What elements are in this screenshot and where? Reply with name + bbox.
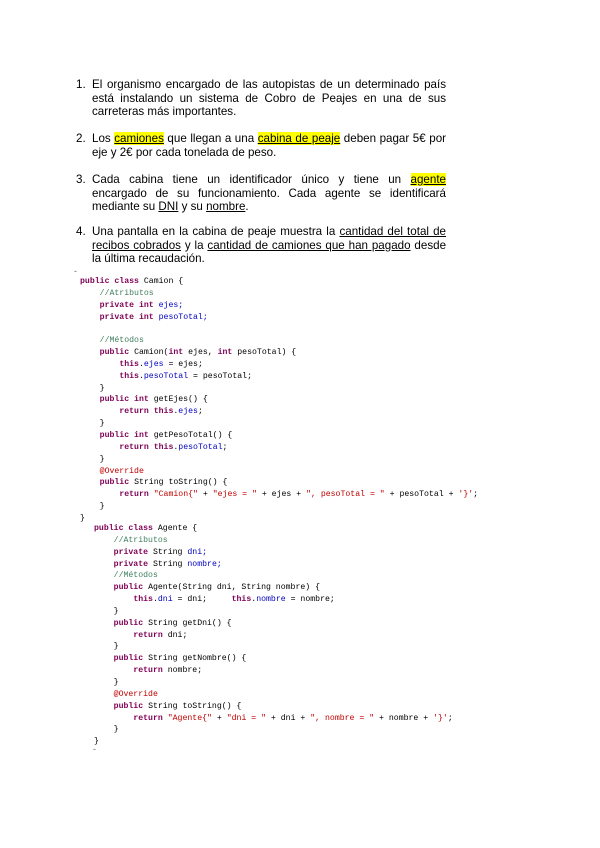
code-token: ; — [447, 713, 453, 723]
code-line — [94, 641, 453, 653]
code-token: + nombre + — [374, 713, 434, 723]
code-token — [80, 431, 100, 440]
code-token: Agente(String dni, String nombre) { — [148, 583, 321, 593]
code-line — [94, 713, 453, 725]
code-token: } — [94, 725, 119, 735]
code-token: //Métodos — [113, 571, 158, 581]
code-token: . — [152, 595, 158, 605]
code-token: . — [173, 407, 179, 417]
code-token — [94, 536, 114, 545]
code-token: } — [80, 383, 105, 393]
code-token: @Override — [113, 689, 158, 699]
code-token: public int — [99, 395, 154, 405]
code-token: String — [152, 559, 188, 569]
code-token — [94, 690, 114, 699]
code-line — [80, 454, 478, 466]
code-line — [80, 466, 478, 478]
code-token — [94, 583, 114, 592]
code-block-agente — [94, 523, 453, 748]
code-token — [80, 360, 119, 369]
code-token: '}' — [433, 713, 448, 723]
code-token: } — [94, 677, 119, 687]
item-number: 1. — [76, 78, 86, 91]
text-run: y su — [178, 200, 207, 213]
code-token: + dni + — [266, 713, 311, 723]
code-token: dni; — [187, 547, 208, 557]
code-token: public class — [80, 277, 144, 286]
code-token: private — [113, 559, 153, 569]
code-token — [80, 467, 100, 476]
code-token: this — [119, 359, 139, 369]
code-line — [94, 618, 453, 630]
code-token: nombre; — [167, 666, 203, 676]
code-token: public class — [94, 524, 158, 533]
code-line — [94, 689, 453, 701]
code-line — [80, 383, 478, 395]
code-token — [94, 654, 114, 663]
code-token: Agente { — [157, 524, 198, 533]
code-line — [94, 630, 453, 642]
code-token: int — [217, 348, 238, 358]
code-token: String getNombre() { — [148, 654, 247, 664]
code-token — [80, 490, 119, 499]
code-token: nombre; — [187, 559, 222, 569]
text-run: encargado de su funcionamiento. Cada agente se identificará mediante su — [92, 186, 446, 213]
code-token: @Override — [99, 466, 144, 476]
code-line — [94, 653, 453, 665]
code-token — [94, 548, 114, 557]
page-mark-top: - — [74, 266, 77, 276]
code-token: ; — [222, 442, 228, 452]
code-token: + pesoTotal + — [384, 490, 459, 500]
underlined-term: DNI — [158, 200, 179, 213]
code-token: Camion { — [143, 277, 184, 286]
code-token — [80, 324, 85, 333]
code-token: public — [113, 701, 149, 711]
code-line — [80, 394, 478, 406]
code-line — [94, 535, 453, 547]
code-token: "Agente{" — [167, 713, 212, 723]
code-line — [94, 582, 453, 594]
code-token: + — [211, 713, 227, 723]
code-line — [94, 701, 453, 713]
underlined-term: nombre — [206, 200, 246, 213]
code-line — [80, 442, 478, 454]
code-line — [80, 489, 478, 501]
item-text — [92, 78, 446, 119]
code-token: ", nombre = " — [310, 713, 375, 723]
code-token: "dni = " — [226, 713, 267, 723]
code-token: public — [99, 478, 135, 488]
code-token: this — [153, 442, 174, 452]
code-token: this — [231, 595, 252, 605]
code-token — [94, 702, 114, 711]
code-line — [80, 300, 478, 312]
item-number: 2. — [76, 132, 86, 145]
code-token: dni; — [167, 630, 188, 640]
code-token: getPesoTotal() { — [153, 430, 233, 440]
page-mark-bottom: - — [93, 744, 96, 754]
code-token: int — [168, 348, 189, 358]
code-token — [80, 372, 119, 381]
code-token: this — [133, 595, 153, 605]
code-line — [80, 430, 478, 442]
code-token: } — [80, 513, 85, 523]
code-token: = pesoTotal; — [188, 371, 252, 381]
code-token — [80, 395, 100, 404]
code-line — [94, 665, 453, 677]
code-token: pesoTotal) { — [237, 348, 297, 358]
code-line — [94, 547, 453, 559]
code-line — [94, 594, 453, 606]
text-run: Cada cabina tiene un identificador único y tiene un — [92, 173, 411, 186]
code-token: = nombre; — [285, 595, 335, 605]
code-token — [94, 631, 133, 640]
code-token: } — [94, 606, 119, 616]
code-token: return — [133, 630, 168, 640]
code-token: return — [119, 407, 154, 417]
code-token: + — [197, 490, 213, 500]
code-line — [94, 677, 453, 689]
highlighted-term: cabina de peaje — [257, 132, 341, 145]
code-token: return — [133, 666, 168, 676]
underlined-term: cantidad del total de recibos cobrados — [92, 225, 447, 252]
code-token: //Atributos — [113, 535, 168, 545]
code-token — [94, 571, 114, 580]
code-token — [94, 619, 114, 628]
item-text — [92, 173, 446, 214]
code-token — [94, 560, 114, 569]
code-line — [80, 371, 478, 383]
code-token — [94, 714, 133, 723]
code-token: ejes — [178, 407, 198, 417]
code-token: } — [80, 419, 105, 429]
code-line — [94, 606, 453, 618]
code-line — [80, 312, 478, 324]
text-run: que llegan a una — [163, 132, 258, 145]
code-line — [80, 347, 478, 359]
code-token: ejes, — [188, 348, 218, 358]
item-number: 3. — [76, 173, 86, 186]
code-token: String — [152, 547, 188, 557]
code-token — [80, 336, 100, 345]
code-token: '}' — [458, 490, 474, 500]
code-token: . — [138, 359, 144, 369]
code-token: pesoTotal — [178, 442, 223, 452]
code-line — [94, 559, 453, 571]
code-token: public — [113, 654, 149, 664]
code-token: return — [133, 713, 168, 723]
code-token: Camion( — [134, 348, 169, 358]
item-text — [92, 225, 446, 266]
code-token — [80, 301, 100, 310]
code-token: public — [113, 618, 149, 628]
text-run: desde la última recaudación. — [92, 238, 447, 265]
code-token — [80, 407, 119, 416]
item-text — [92, 132, 446, 159]
code-line — [94, 523, 453, 535]
code-token: } — [94, 642, 119, 652]
statement-item-1 — [76, 78, 446, 119]
code-line — [80, 501, 478, 513]
code-token: ; — [473, 490, 479, 500]
code-token: . — [138, 371, 144, 381]
code-line — [80, 323, 478, 335]
code-token: this — [153, 407, 174, 417]
text-run: Los — [92, 132, 115, 145]
statement-item-2 — [76, 132, 446, 159]
code-token: //Atributos — [99, 288, 154, 298]
code-token: } — [94, 737, 99, 747]
item-number: 4. — [76, 225, 86, 238]
code-token: } — [80, 502, 105, 512]
code-token: pesoTotal — [143, 371, 189, 381]
statement-item-3 — [76, 173, 446, 214]
code-token: "Camion{" — [153, 490, 198, 500]
code-token — [94, 666, 133, 675]
code-token — [94, 595, 133, 604]
code-token — [80, 289, 100, 298]
highlighted-term: agente — [410, 173, 446, 186]
code-token: . — [251, 595, 257, 605]
code-line — [94, 724, 453, 736]
code-token: return — [119, 490, 154, 500]
highlighted-term: camiones — [114, 132, 164, 145]
code-token: getEjes() { — [153, 395, 208, 405]
code-token: public — [99, 348, 135, 358]
code-token: public int — [99, 430, 154, 440]
code-token: ; — [197, 407, 203, 417]
code-line — [80, 359, 478, 371]
code-token: ejes — [143, 359, 164, 369]
code-token: String getDni() { — [148, 618, 232, 628]
code-line — [80, 406, 478, 418]
code-token: String toString() { — [134, 478, 228, 488]
code-token: //Métodos — [99, 336, 144, 346]
code-token: + ejes + — [256, 490, 307, 500]
text-run: . — [245, 200, 249, 213]
code-token: private int — [99, 300, 159, 310]
code-line — [94, 736, 453, 748]
code-line — [80, 418, 478, 430]
code-token: pesoTotal; — [158, 312, 208, 322]
code-token: this — [119, 371, 139, 381]
text-run: Una pantalla en la cabina de peaje muestra la — [92, 225, 340, 238]
code-token: "ejes = " — [212, 490, 257, 500]
code-token: public — [113, 583, 149, 593]
code-token: nombre — [256, 595, 286, 605]
code-line — [80, 276, 478, 288]
code-token: return — [119, 442, 154, 452]
code-token: = dni; — [172, 595, 232, 605]
code-token: String toString() { — [148, 701, 242, 711]
code-token — [80, 443, 119, 452]
code-line — [80, 288, 478, 300]
code-token — [80, 313, 100, 322]
code-token: } — [80, 454, 105, 464]
code-token: private — [113, 547, 153, 557]
text-run: deben pagar 5€ por eje y 2€ por cada tonelada de peso. — [92, 132, 446, 159]
code-token: dni — [157, 595, 173, 605]
code-token: ejes; — [158, 300, 184, 310]
statement-item-4 — [76, 225, 446, 266]
code-token: private int — [99, 312, 159, 322]
code-line — [80, 335, 478, 347]
code-token — [80, 348, 100, 357]
code-token: ", pesoTotal = " — [306, 490, 385, 500]
code-line — [80, 477, 478, 489]
text-run: y la — [180, 238, 208, 252]
code-block-camion — [80, 276, 478, 525]
code-token: = ejes; — [163, 359, 203, 369]
code-token: . — [173, 442, 179, 452]
text-run: El organismo encargado de las autopistas de un determinado país está instalando un sistema de Cobro de Peajes en una de sus carreteras más importantes. — [92, 78, 446, 118]
code-line — [94, 570, 453, 582]
code-token — [80, 478, 100, 487]
underlined-term: cantidad de camiones que han pagado — [207, 238, 411, 252]
